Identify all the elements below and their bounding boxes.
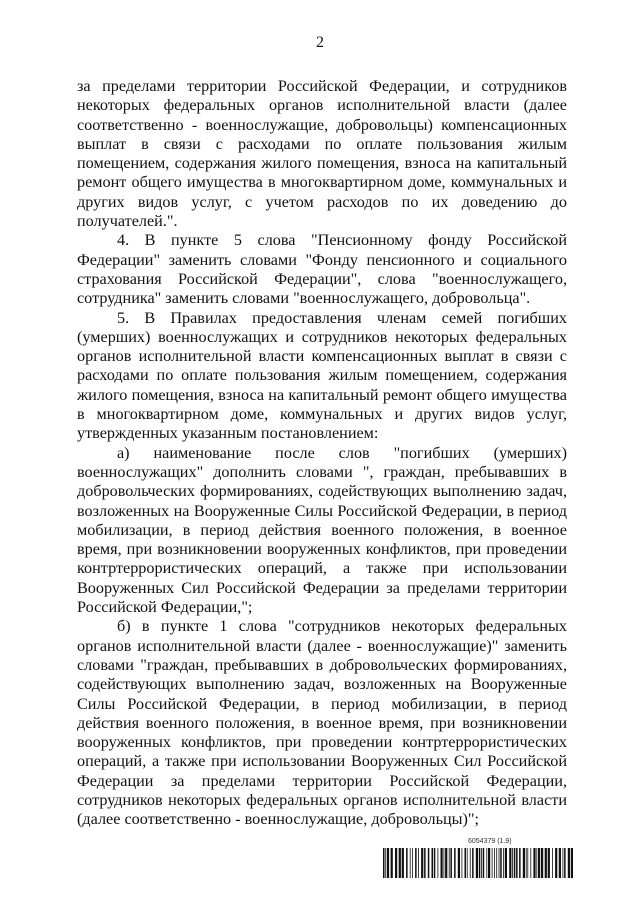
paragraph-subitem-a: а) наименование после слов "погибших (умерших) военнослужащих" дополнить словами ", граждан, пребывавших в добровольческих формированиях, содействующих выполнению задач, возложенных на Вооруженные Силы Российской Федерации, в период мобилизации, в период действия военного положения, в военное время, при возникновении вооруженных конфликтов, при проведении контртеррористических операций, а также при использовании Вооруженных Сил Российской Федерации за пределами территории Российской Федерации,";	[77, 443, 567, 617]
barcode-graphic	[383, 848, 575, 878]
paragraph-continuation: за пределами территории Российской Федерации, и сотрудников некоторых федеральных органов исполнительной власти (далее соответственно - военнослужащие, добровольцы) компенсационных выплат в связи с расходами по оплате пользования жилым помещением, содержания жилого помещения, взноса на капитальный ремонт общего имущества в многоквартирном доме, коммунальных и других видов услуг, с учетом расходов по их доведению до получателей.".	[77, 77, 567, 231]
document-body	[77, 77, 567, 830]
document-barcode	[383, 838, 575, 878]
paragraph-subitem-b: б) в пункте 1 слова "сотрудников некоторых федеральных органов исполнительной власти (далее - военнослужащие)" заменить словами "граждан, пребывавших в добровольческих формированиях, содействующих выполнению задач, возложенных на Вооруженные Силы Российской Федерации, в период мобилизации, в период действия военного положения, в военное время, при возникновении вооруженных конфликтов, при проведении контртеррористических операций, а также при использовании Вооруженных Сил Российской Федерации за пределами территории Российской Федерации, сотрудников некоторых федеральных органов исполнительной власти (далее соответственно - военнослужащие, добровольцы)";	[77, 617, 567, 829]
barcode-id-label: 6054379 (1.9)	[468, 838, 512, 845]
page-number: 2	[316, 34, 324, 51]
paragraph-item-5: 5. В Правилах предоставления членам семей погибших (умерших) военнослужащих и сотрудников некоторых федеральных органов исполнительной власти компенсационных выплат в связи с расходами по оплате пользования жилым помещением, содержания жилого помещения, взноса на капитальный ремонт общего имущества в многоквартирном доме, коммунальных и других видов услуг, утвержденных указанным постановлением:	[77, 308, 567, 443]
paragraph-item-4: 4. В пункте 5 слова "Пенсионному фонду Российской Федерации" заменить словами "Фонду пенсионного и социального страхования Российской Федерации", слова "военнослужащего, сотрудника" заменить словами "военнослужащего, добровольца".	[77, 231, 567, 308]
